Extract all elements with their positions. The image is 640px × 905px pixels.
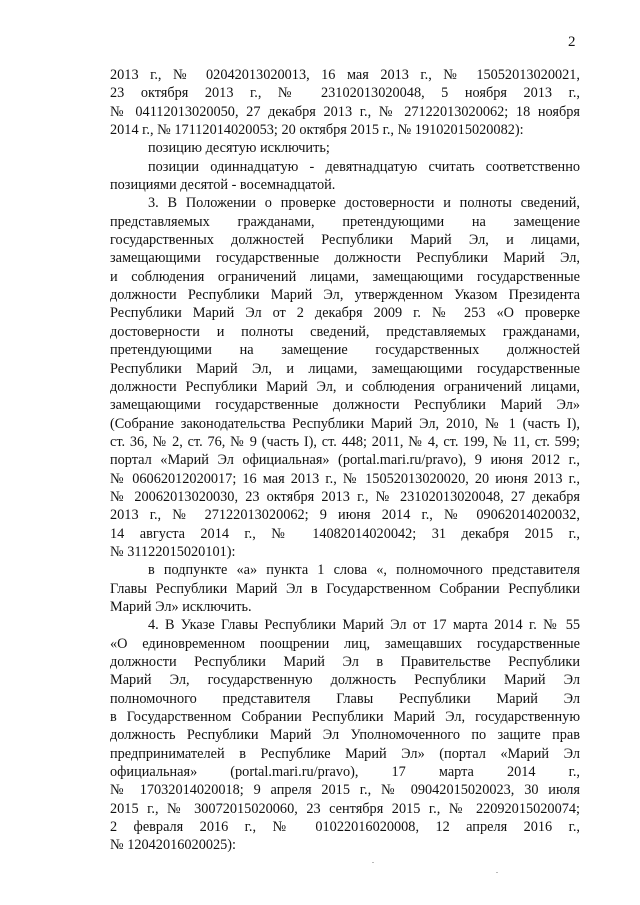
- text-line: № 12042016020025):: [110, 837, 237, 854]
- text-line: 2015 г., № 30072015020060, 23 сентября 2015 г., № 22092015020074;: [110, 800, 580, 817]
- text-line: № 20062013020030, 23 октября 2013 г., № 23102013020048, 27 декабря: [110, 488, 580, 505]
- text-line: полномочного представителя Главы Республики Марий Эл: [110, 690, 580, 707]
- text-line: 2013 г., № 27122013020062; 9 июня 2014 г., № 09062014020032,: [110, 507, 580, 524]
- text-line: «О единовременном поощрении лиц, замещавших государственные: [110, 635, 580, 652]
- text-line: государственных должностей Республики Марий Эл, и лицами,: [110, 232, 580, 249]
- text-line: № 06062012020017; 16 мая 2013 г., № 15052013020020, 20 июня 2013 г.,: [110, 470, 580, 487]
- text-line: и соблюдения ограничений лицами, замещающими государственные: [110, 268, 580, 285]
- text-line: 3. В Положении о проверке достоверности и полноты сведений,: [148, 195, 580, 212]
- text-line: должности Республики Марий Эл, утвержденном Указом Президента: [110, 287, 580, 304]
- text-line: (Собрание законодательства Республики Марий Эл, 2010, № 1 (часть I),: [110, 415, 580, 432]
- text-line: 2013 г., № 02042013020013, 16 мая 2013 г., № 15052013020021,: [110, 67, 580, 83]
- text-line: в Государственном Собрании Республики Марий Эл, государственную: [110, 709, 580, 726]
- text-line: позиции одиннадцатую - девятнадцатую считать соответственно: [148, 158, 580, 175]
- text-line: № 17032014020018; 9 апреля 2015 г., № 09042015020023, 30 июля: [110, 782, 580, 799]
- text-line: портал «Марий Эл официальная» (portal.mari.ru/pravo), 9 июня 2012 г.,: [110, 452, 580, 469]
- text-line: № 31122015020101):: [110, 543, 236, 560]
- text-line: претендующими на замещение государственных должностей: [110, 342, 580, 359]
- text-line: Марий Эл» исключить.: [110, 598, 252, 615]
- text-line: представляемых гражданами, претендующими на замещение: [110, 213, 580, 230]
- text-line: 14 августа 2014 г., № 14082014020042; 31 декабря 2015 г.,: [110, 525, 580, 542]
- text-line: 23 октября 2013 г., № 23102013020048, 5 ноября 2013 г.,: [110, 85, 580, 102]
- text-line: позициями десятой - восемнадцатой.: [110, 177, 336, 194]
- text-line: 4. В Указе Главы Республики Марий Эл от 17 марта 2014 г. № 55: [148, 617, 580, 634]
- text-line: 2 февраля 2016 г., № 01022016020008, 12 апреля 2016 г.,: [110, 819, 580, 836]
- text-line: замещающими государственные должности Республики Марий Эл,: [110, 250, 580, 267]
- text-line: должности Республики Марий Эл, и соблюдения ограничений лицами,: [110, 378, 580, 395]
- scan-dot: [372, 862, 374, 863]
- page-number: 2: [568, 34, 576, 50]
- text-line: позицию десятую исключить;: [148, 140, 330, 157]
- document-body: [110, 66, 580, 855]
- text-line: достоверности и полноты сведений, представляемых гражданами,: [110, 323, 580, 340]
- text-line: должности Республики Марий Эл в Правительстве Республики: [110, 654, 580, 670]
- scan-dot: [496, 872, 498, 873]
- text-line: должность Республики Марий Эл Уполномоченного по защите прав: [110, 727, 580, 744]
- text-line: Главы Республики Марий Эл в Государственном Собрании Республики: [110, 580, 580, 597]
- text-line: в подпункте «а» пункта 1 слова «, полномочного представителя: [148, 562, 580, 579]
- text-line: Республики Марий Эл, и лицами, замещающими государственные: [110, 360, 580, 377]
- text-line: № 04112013020050, 27 декабря 2013 г., № 27122013020062; 18 ноября: [110, 103, 580, 120]
- text-line: замещающими государственные должности Республики Марий Эл»: [110, 397, 580, 414]
- text-line: Республики Марий Эл от 2 декабря 2009 г. № 253 «О проверке: [110, 305, 580, 322]
- text-line: предпринимателей в Республике Марий Эл» (портал «Марий Эл: [110, 745, 580, 762]
- text-line: 2014 г., № 17112014020053; 20 октября 2015 г., № 19102015020082):: [110, 122, 524, 139]
- text-line: Марий Эл, государственную должность Республики Марий Эл: [110, 672, 580, 689]
- text-line: ст. 36, № 2, ст. 76, № 9 (часть I), ст. 448; 2011, № 4, ст. 199, № 11, ст. 599;: [110, 433, 580, 450]
- text-line: официальная» (portal.mari.ru/pravo), 17 марта 2014 г.,: [110, 764, 580, 781]
